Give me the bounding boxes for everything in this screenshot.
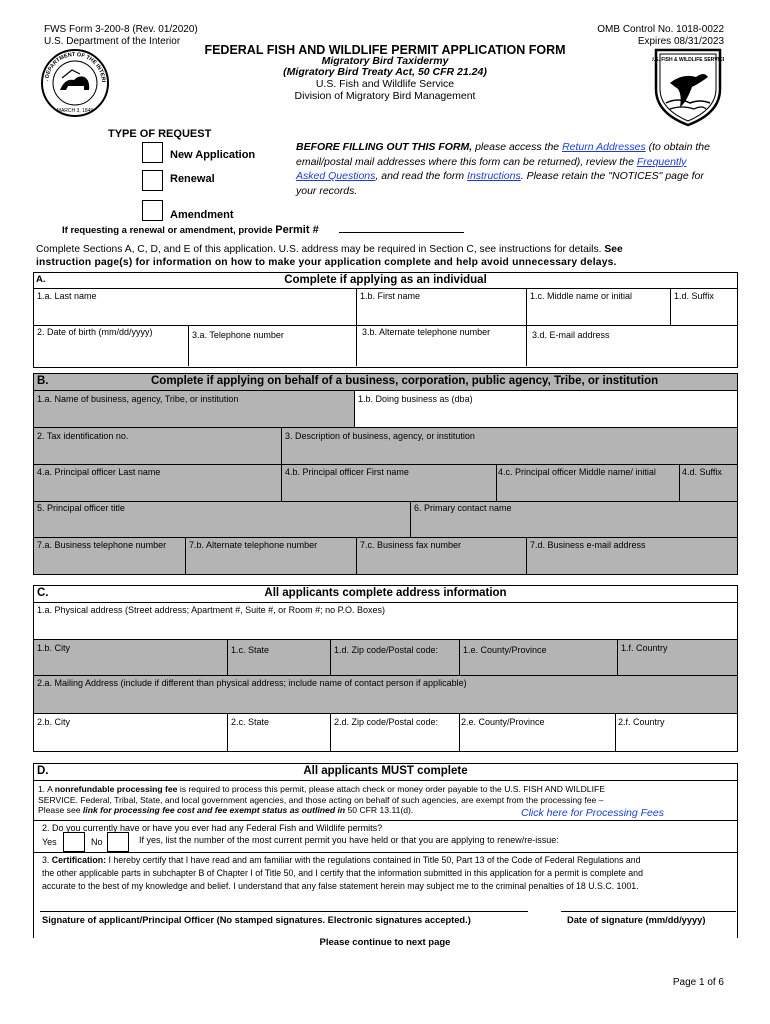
section-d bbox=[33, 763, 738, 938]
section-a-letter: A. bbox=[36, 274, 46, 285]
mailing-address-field[interactable]: 2.a. Mailing Address (include if different than physical address; include name of contact person if applicable) bbox=[37, 678, 467, 688]
middle-name-field[interactable]: 1.c. Middle name or initial bbox=[530, 291, 633, 301]
mailing-zip-field[interactable]: 2.d. Zip code/Postal code: bbox=[334, 717, 439, 727]
signature-field[interactable] bbox=[40, 911, 528, 912]
seal-left-date: MARCH 3, 1849 bbox=[56, 108, 94, 114]
subtitle-agency: U.S. Fish and Wildlife Service bbox=[315, 78, 455, 90]
question-2-detail: If yes, list the number of the most current permit you have held or that you are applying to renew/re-issue: bbox=[139, 835, 559, 845]
new-application-label: New Application bbox=[170, 149, 256, 161]
principal-officer-middle-field[interactable]: 4.c. Principal officer Middle name/ initial bbox=[498, 467, 656, 477]
shield-text: U.S. FISH & WILDLIFE SERVICE bbox=[652, 57, 724, 63]
certification-line-2: the other applicable parts in subchapter B of Chapter I of Title 50, and I certify that the information submitted in this application for a permit is complete and bbox=[42, 868, 643, 878]
fee-bold: nonrefundable processing fee bbox=[54, 784, 178, 794]
instructions-link[interactable]: Instructions bbox=[467, 170, 521, 182]
intro-see: See bbox=[604, 244, 623, 255]
dba-field[interactable]: 1.b. Doing business as (dba) bbox=[358, 394, 473, 404]
section-b bbox=[33, 373, 738, 575]
mailing-state-field[interactable]: 2.c. State bbox=[231, 717, 270, 727]
signature-label: Signature of applicant/Principal Officer (No stamped signatures. Electronic signatures accepted.) bbox=[42, 915, 471, 925]
fee-line-3-prefix: Please see bbox=[38, 805, 83, 815]
notice-text-2: (to obtain the email/postal mail addresses where this form can be returned), review the bbox=[296, 141, 710, 168]
yes-checkbox[interactable] bbox=[63, 832, 85, 852]
section-d-header bbox=[34, 764, 737, 781]
page-number: Page 1 of 6 bbox=[672, 977, 724, 988]
section-d-letter: D. bbox=[37, 765, 49, 777]
fee-text: is required to process this permit, please attach check or money order payable to the U.S. FISH AND WILDLIFE bbox=[177, 784, 605, 794]
subtitle-taxidermy: Migratory Bird Taxidermy bbox=[321, 55, 449, 67]
section-c-header bbox=[34, 586, 737, 603]
section-c-letter: C. bbox=[37, 587, 49, 599]
section-a-title: Complete if applying as an individual bbox=[284, 274, 487, 286]
permit-number-field[interactable] bbox=[339, 232, 464, 233]
county-field[interactable]: 1.e. County/Province bbox=[463, 645, 547, 655]
continue-note: Please continue to next page bbox=[319, 937, 451, 948]
alt-telephone-field[interactable]: 3.b. Alternate telephone number bbox=[362, 327, 491, 337]
notice-text-3: , and read the form bbox=[375, 170, 468, 182]
business-phone-field[interactable]: 7.a. Business telephone number bbox=[37, 540, 167, 550]
form-title: FEDERAL FISH AND WILDLIFE PERMIT APPLICATION FORM bbox=[204, 43, 566, 57]
department-name: U.S. Department of the Interior bbox=[44, 36, 181, 47]
seal-left-text: . DEPARTMENT OF THE INTERI bbox=[44, 51, 106, 83]
fee-line-3-cfr: 50 CFR 13.11(d). bbox=[345, 805, 414, 815]
business-name-field[interactable]: 1.a. Name of business, agency, Tribe, or institution bbox=[37, 394, 239, 404]
mailing-county-field[interactable]: 2.e. County/Province bbox=[461, 717, 545, 727]
suffix-field[interactable]: 1.d. Suffix bbox=[674, 291, 714, 301]
return-addresses-link[interactable]: Return Addresses bbox=[562, 141, 646, 153]
principal-officer-title-field[interactable]: 5. Principal officer title bbox=[37, 503, 125, 513]
first-name-field[interactable]: 1.b. First name bbox=[360, 291, 421, 301]
section-d-title: All applicants MUST complete bbox=[303, 765, 468, 777]
physical-address-field[interactable]: 1.a. Physical address (Street address; Apartment #, Suite #, or Room #; no P.O. Boxes) bbox=[37, 605, 386, 615]
omb-control-number: OMB Control No. 1018-0022 bbox=[597, 24, 724, 35]
intro-line-1 bbox=[36, 244, 623, 255]
mailing-city-field[interactable]: 2.b. City bbox=[37, 717, 71, 727]
amendment-checkbox[interactable] bbox=[142, 200, 163, 221]
email-field[interactable]: 3.d. E-mail address bbox=[532, 330, 610, 340]
fee-line-3 bbox=[38, 805, 413, 815]
cert-line-1-text: I hereby certify that I have read and am familiar with the regulations contained in Title 50, Part 13 of the Code of Federal Regulations and bbox=[106, 855, 641, 865]
date-of-birth-field[interactable]: 2. Date of birth (mm/dd/yyyy) bbox=[37, 327, 153, 337]
certification-line-3: accurate to the best of my knowledge and belief. I understand that any false statement herein may subject me to the criminal penalties of 18 U.S.C. 1001. bbox=[42, 881, 639, 891]
no-checkbox[interactable] bbox=[107, 832, 129, 852]
business-fax-field[interactable]: 7.c. Business fax number bbox=[360, 540, 462, 550]
permit-prompt bbox=[62, 224, 319, 236]
notice-text-4: . Please retain the "NOTICES" page for your records. bbox=[296, 170, 704, 197]
expiration-date: Expires 08/31/2023 bbox=[637, 36, 724, 47]
faq-link[interactable]: Frequently Asked Questions bbox=[296, 155, 687, 182]
state-field[interactable]: 1.c. State bbox=[231, 645, 270, 655]
question-2-text: 2. Do you currently have or have you ever had any Federal Fish and Wildlife permits? bbox=[42, 823, 383, 833]
fee-line-2: SERVICE. Federal, Tribal, State, and local government agencies, and those acting on behalf of such agencies, are exempt from the processing fee – bbox=[38, 795, 604, 805]
section-a bbox=[33, 272, 738, 368]
subtitle-division: Division of Migratory Bird Management bbox=[294, 90, 476, 102]
subtitle-statute: (Migratory Bird Treaty Act, 50 CFR 21.24) bbox=[283, 66, 487, 78]
before-filling-notice bbox=[296, 140, 716, 198]
last-name-field[interactable]: 1.a. Last name bbox=[37, 291, 97, 301]
section-b-title: Complete if applying on behalf of a business, corporation, public agency, Tribe, or institution bbox=[151, 375, 659, 387]
fee-line-3-bold: link for processing fee cost and fee exempt status as outlined in bbox=[82, 805, 346, 815]
principal-officer-first-field[interactable]: 4.b. Principal officer First name bbox=[285, 467, 409, 477]
section-c-title: All applicants complete address information bbox=[264, 587, 507, 599]
notice-bold: BEFORE FILLING OUT THIS FORM, bbox=[296, 141, 473, 153]
section-b-letter: B. bbox=[37, 375, 49, 387]
principal-officer-suffix-field[interactable]: 4.d. Suffix bbox=[682, 467, 722, 477]
permit-number-label: Permit # bbox=[275, 224, 319, 236]
section-b-header bbox=[34, 374, 737, 390]
intro-line-2: instruction page(s) for information on how to make your application complete and help avoid unnecessary delays. bbox=[36, 257, 617, 268]
notice-text-1: please access the bbox=[472, 141, 563, 153]
city-field[interactable]: 1.b. City bbox=[37, 643, 71, 653]
form-number: FWS Form 3-200-8 (Rev. 01/2020) bbox=[44, 24, 198, 35]
fee-prefix: 1. A bbox=[38, 784, 55, 794]
country-field[interactable]: 1.f. Country bbox=[621, 643, 668, 653]
tax-id-field[interactable]: 2. Tax identification no. bbox=[37, 431, 129, 441]
cert-bold: Certification: bbox=[51, 855, 107, 865]
processing-fees-link[interactable]: Click here for Processing Fees bbox=[521, 807, 664, 819]
yes-label: Yes bbox=[42, 837, 57, 847]
intro-text: Complete Sections A, C, D, and E of this application. U.S. address may be required in Section C, see instructions for details. bbox=[36, 244, 602, 255]
principal-officer-last-field[interactable]: 4.a. Principal officer Last name bbox=[37, 467, 161, 477]
no-label: No bbox=[91, 837, 103, 847]
business-alt-phone-field[interactable]: 7.b. Alternate telephone number bbox=[189, 540, 318, 550]
signature-date-label: Date of signature (mm/dd/yyyy) bbox=[567, 915, 706, 925]
renewal-label: Renewal bbox=[170, 173, 215, 185]
section-c bbox=[33, 585, 738, 752]
business-email-field[interactable]: 7.d. Business e-mail address bbox=[530, 540, 646, 550]
zip-field[interactable]: 1.d. Zip code/Postal code: bbox=[334, 645, 439, 655]
business-description-field[interactable]: 3. Description of business, agency, or institution bbox=[285, 431, 475, 441]
certification-line-1 bbox=[42, 855, 641, 865]
signature-date-field[interactable] bbox=[561, 911, 736, 912]
fee-line-1 bbox=[38, 784, 605, 794]
mailing-country-field[interactable]: 2.f. Country bbox=[618, 717, 665, 727]
primary-contact-field[interactable]: 6. Primary contact name bbox=[414, 503, 512, 513]
permit-prompt-text: If requesting a renewal or amendment, provide bbox=[62, 225, 273, 236]
new-application-checkbox[interactable] bbox=[142, 142, 163, 163]
type-of-request-label: TYPE OF REQUEST bbox=[108, 128, 212, 140]
cert-prefix: 3. bbox=[42, 855, 52, 865]
amendment-label: Amendment bbox=[170, 209, 234, 221]
renewal-checkbox[interactable] bbox=[142, 170, 163, 191]
telephone-field[interactable]: 3.a. Telephone number bbox=[192, 330, 284, 340]
